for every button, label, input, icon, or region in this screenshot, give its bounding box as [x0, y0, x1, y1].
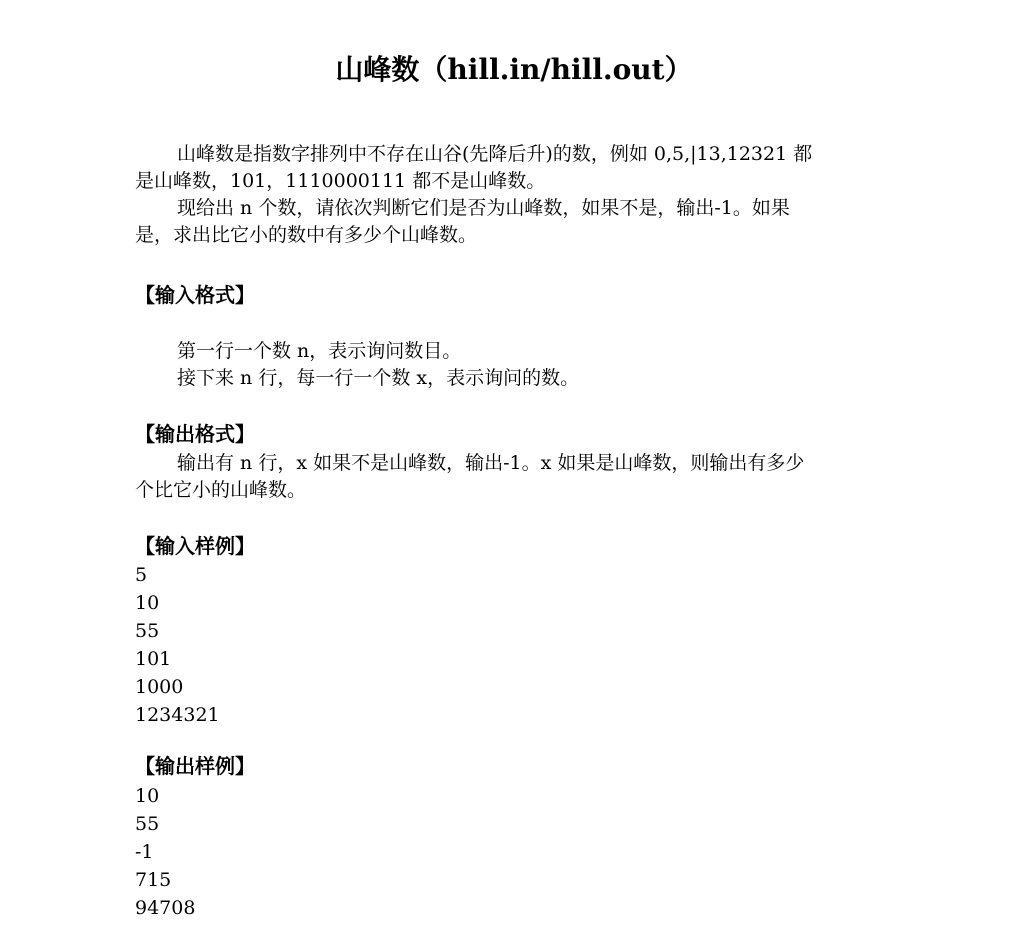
output-sample-line: 715	[135, 869, 172, 891]
description-line-4: 是，求出比它小的数中有多少个山峰数。	[135, 224, 478, 246]
input-format-line-2: 接下来 n 行，每一行一个数 x，表示询问的数。	[177, 367, 580, 389]
output-sample-line: 94708	[135, 897, 196, 919]
input-sample-line: 1234321	[135, 704, 220, 726]
output-format-line-2: 个比它小的山峰数。	[135, 479, 307, 501]
input-sample-heading: 【输入样例】	[135, 534, 255, 558]
input-sample-line: 55	[135, 620, 160, 642]
input-format-line-1: 第一行一个数 n，表示询问数目。	[177, 340, 462, 362]
output-format-line-1: 输出有 n 行，x 如果不是山峰数，输出-1。x 如果是山峰数，则输出有多少	[177, 452, 805, 474]
input-format-paragraph	[135, 338, 895, 392]
input-format-heading: 【输入格式】	[135, 283, 255, 307]
input-sample-line: 10	[135, 592, 160, 614]
description-line-3: 现给出 n 个数，请依次判断它们是否为山峰数，如果不是，输出-1。如果	[177, 197, 790, 219]
input-sample-block	[135, 561, 220, 729]
output-sample-line: 55	[135, 813, 160, 835]
output-format-heading: 【输出格式】	[135, 422, 255, 446]
output-sample-heading: 【输出样例】	[135, 754, 255, 778]
input-sample-line: 1000	[135, 676, 184, 698]
description-line-2: 是山峰数，101，1110000111 都不是山峰数。	[135, 170, 546, 192]
output-sample-line: -1	[135, 841, 154, 863]
document-title: 山峰数（hill.in/hill.out）	[335, 53, 693, 86]
output-sample-line: 10	[135, 785, 160, 807]
input-sample-line: 5	[135, 564, 148, 586]
output-format-paragraph	[135, 450, 895, 504]
description-line-1: 山峰数是指数字排列中不存在山谷(先降后升)的数，例如 0,5,|13,12321 都	[177, 143, 813, 165]
output-sample-block	[135, 782, 195, 922]
description-paragraph	[135, 141, 895, 249]
input-sample-line: 101	[135, 648, 172, 670]
